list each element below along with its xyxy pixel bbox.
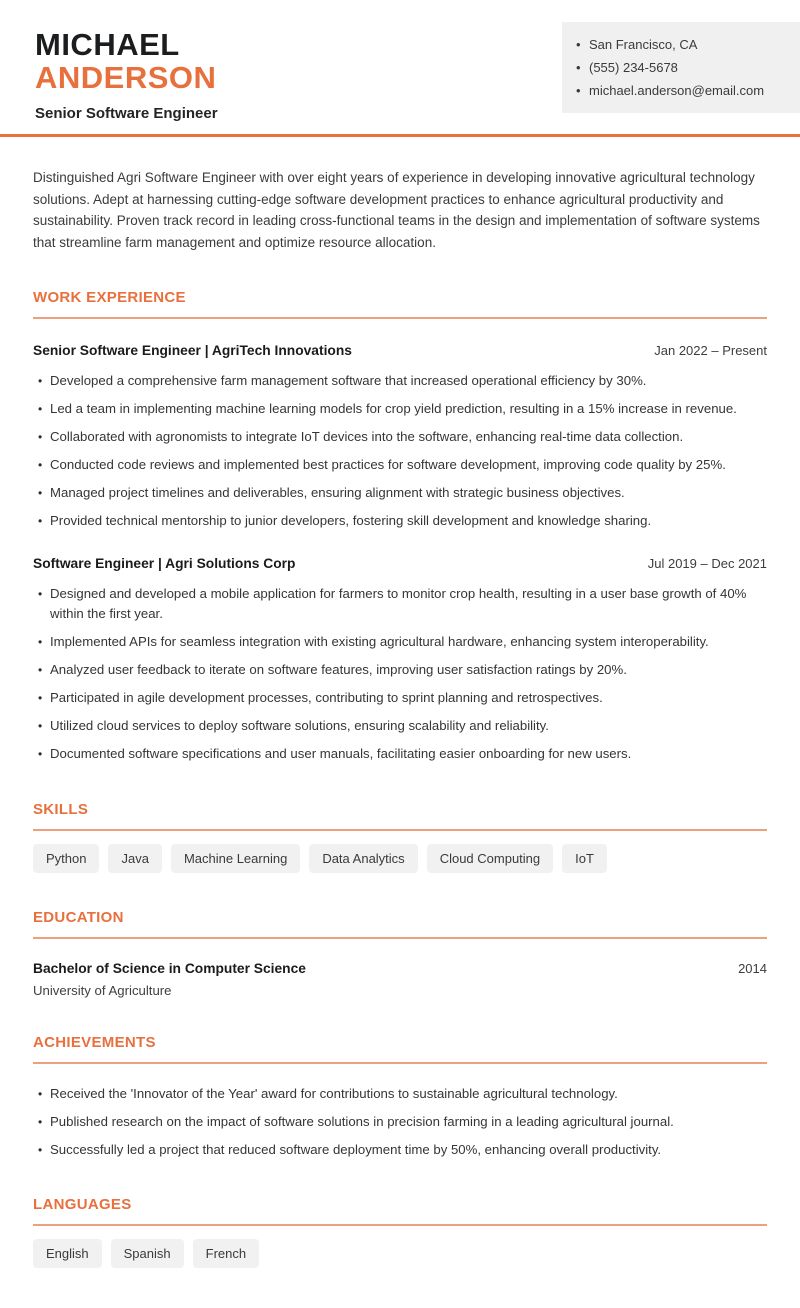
job-dates: Jul 2019 – Dec 2021: [647, 555, 767, 571]
contact-card: [562, 22, 800, 113]
skill-chip: Python: [33, 844, 99, 873]
contact-location: • San Francisco, CA: [576, 33, 792, 56]
job-bullet-list: [33, 584, 767, 765]
bullet-item: • Utilized cloud services to deploy software solutions, ensuring scalability and reliability.: [33, 716, 767, 737]
candidate-first-name: MICHAEL: [35, 27, 180, 62]
bullet-item: • Led a team in implementing machine learning models for crop yield prediction, resulting in a 15% increase in revenue.: [33, 399, 767, 420]
section-rule: [33, 317, 767, 319]
bullet-item: • Participated in agile development processes, contributing to sprint planning and retrospectives.: [33, 688, 767, 709]
section-languages: [33, 1196, 767, 1268]
skill-chip: Data Analytics: [309, 844, 417, 873]
bullet-item: • Conducted code reviews and implemented best practices for software development, improving code quality by 25%.: [33, 455, 767, 476]
bullet-item: • Collaborated with agronomists to integrate IoT devices into the software, enhancing real-time data collection.: [33, 427, 767, 448]
skill-chip: Java: [108, 844, 161, 873]
section-rule: [33, 1224, 767, 1226]
job-entry: [33, 343, 767, 532]
bullet-item: • Implemented APIs for seamless integration with existing agricultural hardware, enhancing system interoperability.: [33, 632, 767, 653]
achievements-list: [33, 1084, 767, 1161]
resume-content: [0, 167, 800, 1308]
section-achievements: [33, 1034, 767, 1161]
education-header: [33, 961, 767, 976]
bullet-item: • Successfully led a project that reduced software deployment time by 50%, enhancing overall productivity.: [33, 1140, 767, 1161]
achievements-heading: ACHIEVEMENTS: [33, 1033, 156, 1051]
education-entry: [33, 961, 767, 998]
skill-chip: IoT: [562, 844, 607, 873]
job-title: Software Engineer | Agri Solutions Corp: [33, 555, 296, 571]
job-entry: [33, 556, 767, 765]
contact-phone: • (555) 234-5678: [576, 56, 792, 79]
languages-chip-list: [33, 1239, 767, 1268]
degree-title: Bachelor of Science in Computer Science: [33, 960, 306, 976]
contact-list: [576, 33, 792, 102]
candidate-last-name: ANDERSON: [35, 60, 217, 95]
school-name: University of Agriculture: [33, 982, 172, 998]
section-education: [33, 909, 767, 998]
job-title: Senior Software Engineer | AgriTech Innovations: [33, 343, 352, 358]
bullet-item: • Documented software specifications and user manuals, facilitating easier onboarding for new users.: [33, 744, 767, 765]
summary-paragraph: Distinguished Agri Software Engineer with over eight years of experience in developing innovative agricultural technology solutions. Adept at harnessing cutting-edge software development practices to enhance agricultural productivity and sustainability. Proven track record in leading cross-functional teams in the design and implementation of software systems that streamline farm management and optimize resource allocation.: [33, 170, 760, 250]
bullet-item: • Analyzed user feedback to iterate on software features, improving user satisfaction ratings by 20%.: [33, 660, 767, 681]
bullet-item: • Managed project timelines and deliverables, ensuring alignment with strategic business objectives.: [33, 483, 767, 504]
job-bullet-list: [33, 371, 767, 532]
language-chip: French: [193, 1239, 259, 1268]
education-heading: EDUCATION: [33, 908, 124, 926]
resume-header: [0, 0, 800, 134]
bullet-item: • Provided technical mentorship to junior developers, fostering skill development and knowledge sharing.: [33, 511, 767, 532]
section-rule: [33, 829, 767, 831]
skills-heading: SKILLS: [33, 800, 89, 818]
section-work-experience: [33, 289, 767, 765]
job-dates: Jan 2022 – Present: [654, 343, 767, 358]
education-year: 2014: [738, 960, 767, 976]
contact-email: • michael.anderson@email.com: [576, 79, 792, 102]
section-skills: [33, 801, 767, 873]
skills-chip-list: [33, 844, 767, 873]
bullet-item: • Developed a comprehensive farm management software that increased operational efficiency by 30%.: [33, 371, 767, 392]
bullet-item: • Published research on the impact of software solutions in precision farming in a leading agricultural journal.: [33, 1112, 767, 1133]
section-rule: [33, 937, 767, 939]
language-chip: Spanish: [111, 1239, 184, 1268]
languages-heading: LANGUAGES: [33, 1196, 132, 1213]
job-header: [33, 556, 767, 571]
skill-chip: Machine Learning: [171, 844, 300, 873]
candidate-job-title: Senior Software Engineer: [35, 105, 218, 122]
job-header: [33, 343, 767, 358]
bullet-item: • Received the 'Innovator of the Year' award for contributions to sustainable agricultural technology.: [33, 1084, 767, 1105]
section-rule: [33, 1062, 767, 1064]
bullet-item: • Designed and developed a mobile application for farmers to monitor crop health, resulting in a user base growth of 40% within the first year.: [33, 584, 767, 625]
header-divider: [0, 134, 800, 137]
skill-chip: Cloud Computing: [427, 844, 553, 873]
language-chip: English: [33, 1239, 102, 1268]
work-experience-heading: WORK EXPERIENCE: [33, 289, 186, 306]
